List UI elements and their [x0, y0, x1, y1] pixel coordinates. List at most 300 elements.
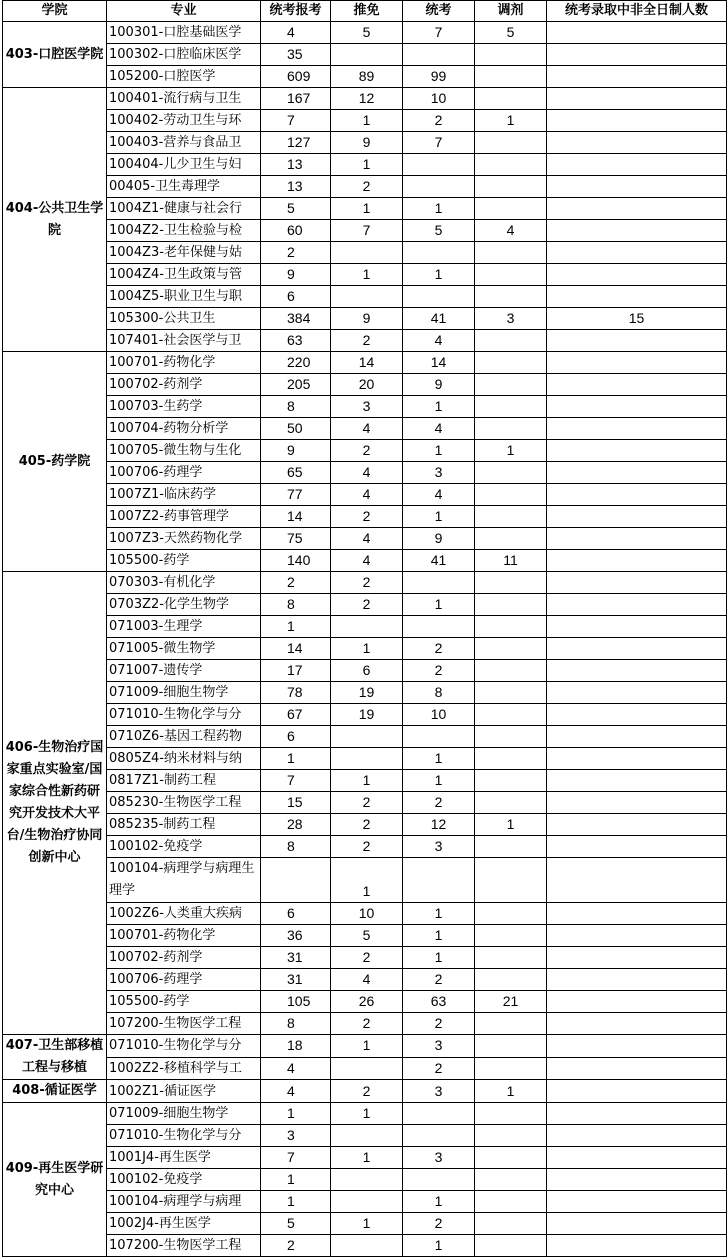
admit-cell: 2: [403, 660, 475, 682]
recommend-cell: 2: [331, 814, 403, 836]
apply-cell: 13: [261, 154, 331, 176]
major-cell: 100401-流行病与卫生: [107, 88, 261, 110]
recommend-cell: [331, 44, 403, 66]
header-admit: 统考: [403, 1, 475, 22]
admit-cell: 4: [403, 484, 475, 506]
major-cell: 100403-营养与食品卫: [107, 132, 261, 154]
apply-cell: 17: [261, 660, 331, 682]
parttime-cell: [547, 352, 727, 374]
major-cell: 105500-药学: [107, 991, 261, 1013]
table-row: [3, 660, 727, 682]
adjust-cell: [475, 1191, 547, 1213]
apply-cell: 8: [261, 396, 331, 418]
major-cell: 1001J4-再生医学: [107, 1147, 261, 1169]
admit-cell: 1: [403, 440, 475, 462]
parttime-cell: [547, 594, 727, 616]
table-row: [3, 682, 727, 704]
parttime-cell: [547, 1013, 727, 1035]
admit-cell: 1: [403, 748, 475, 770]
college-name: 408-循证医学: [3, 1080, 107, 1103]
table-row: [3, 903, 727, 925]
admit-cell: [403, 1103, 475, 1125]
major-cell: 071005-微生物学: [107, 638, 261, 660]
parttime-cell: [547, 969, 727, 991]
recommend-cell: 2: [331, 594, 403, 616]
table-row: [3, 991, 727, 1013]
adjust-cell: [475, 1013, 547, 1035]
admit-cell: 1: [403, 396, 475, 418]
admit-cell: [403, 176, 475, 198]
admit-cell: [403, 1169, 475, 1191]
recommend-cell: 2: [331, 176, 403, 198]
adjust-cell: [475, 374, 547, 396]
major-cell: 100404-儿少卫生与妇: [107, 154, 261, 176]
admit-cell: 3: [403, 1035, 475, 1058]
table-row: [3, 132, 727, 154]
adjust-cell: [475, 903, 547, 925]
admit-cell: 5: [403, 220, 475, 242]
admit-cell: [403, 572, 475, 594]
college-name: 403-口腔医学院: [3, 22, 107, 88]
apply-cell: 2: [261, 1235, 331, 1257]
table-row: [3, 198, 727, 220]
apply-cell: 5: [261, 198, 331, 220]
parttime-cell: [547, 550, 727, 572]
major-cell: 100701-药物化学: [107, 925, 261, 947]
table-row: [3, 88, 727, 110]
table-row: [3, 748, 727, 770]
major-cell: 107200-生物医学工程: [107, 1235, 261, 1257]
recommend-cell: 12: [331, 88, 403, 110]
recommend-cell: 4: [331, 462, 403, 484]
adjust-cell: [475, 770, 547, 792]
parttime-cell: [547, 22, 727, 44]
major-cell: 1004Z3-老年保健与姑: [107, 242, 261, 264]
table-row: [3, 242, 727, 264]
parttime-cell: [547, 1191, 727, 1213]
table-row: [3, 66, 727, 88]
recommend-cell: 89: [331, 66, 403, 88]
major-cell: 100102-免疫学: [107, 1169, 261, 1191]
table-row: [3, 286, 727, 308]
major-cell: 1002J4-再生医学: [107, 1213, 261, 1235]
adjust-cell: [475, 616, 547, 638]
major-cell: 071010-生物化学与分: [107, 1035, 261, 1058]
admit-cell: 1: [403, 506, 475, 528]
recommend-cell: 2: [331, 792, 403, 814]
major-cell: 071009-细胞生物学: [107, 1103, 261, 1125]
admit-cell: [403, 616, 475, 638]
adjust-cell: [475, 1213, 547, 1235]
apply-cell: 2: [261, 572, 331, 594]
major-cell: 0703Z2-化学生物学: [107, 594, 261, 616]
table-body: [3, 22, 727, 1257]
table-row: [3, 814, 727, 836]
apply-cell: [261, 858, 331, 903]
major-cell: 1002Z1-循证医学: [107, 1080, 261, 1103]
major-cell: 100104-病理学与病理: [107, 1191, 261, 1213]
table-row: [3, 1213, 727, 1235]
apply-cell: 1: [261, 1191, 331, 1213]
apply-cell: 1: [261, 748, 331, 770]
table-row: [3, 22, 727, 44]
adjust-cell: 3: [475, 308, 547, 330]
table-row: [3, 352, 727, 374]
parttime-cell: [547, 44, 727, 66]
parttime-cell: [547, 748, 727, 770]
apply-cell: 36: [261, 925, 331, 947]
table-row: [3, 726, 727, 748]
table-row: [3, 1013, 727, 1035]
apply-cell: 2: [261, 242, 331, 264]
table-row: [3, 925, 727, 947]
recommend-cell: [331, 1057, 403, 1080]
apply-cell: 1: [261, 616, 331, 638]
header-recommend: 推免: [331, 1, 403, 22]
major-cell: 1002Z2-移植科学与工: [107, 1057, 261, 1080]
adjust-cell: [475, 836, 547, 858]
admit-cell: 1: [403, 264, 475, 286]
parttime-cell: [547, 704, 727, 726]
major-cell: 071009-细胞生物学: [107, 682, 261, 704]
table-row: [3, 616, 727, 638]
table-row: [3, 969, 727, 991]
apply-cell: 205: [261, 374, 331, 396]
apply-cell: 7: [261, 110, 331, 132]
adjust-cell: [475, 154, 547, 176]
adjust-cell: [475, 528, 547, 550]
major-cell: 1004Z5-职业卫生与职: [107, 286, 261, 308]
adjust-cell: [475, 1057, 547, 1080]
parttime-cell: [547, 1035, 727, 1058]
recommend-cell: 19: [331, 682, 403, 704]
major-cell: 071010-生物化学与分: [107, 704, 261, 726]
adjust-cell: [475, 1125, 547, 1147]
apply-cell: 5: [261, 1213, 331, 1235]
recommend-cell: 1: [331, 154, 403, 176]
admit-cell: 2: [403, 638, 475, 660]
table-row: [3, 1080, 727, 1103]
recommend-cell: 3: [331, 396, 403, 418]
apply-cell: 4: [261, 1057, 331, 1080]
parttime-cell: [547, 616, 727, 638]
apply-cell: 3: [261, 1125, 331, 1147]
apply-cell: 9: [261, 264, 331, 286]
apply-cell: 18: [261, 1035, 331, 1058]
admit-cell: 1: [403, 925, 475, 947]
admit-cell: 8: [403, 682, 475, 704]
parttime-cell: [547, 792, 727, 814]
parttime-cell: [547, 220, 727, 242]
table-row: [3, 1235, 727, 1257]
adjust-cell: 1: [475, 1080, 547, 1103]
apply-cell: 127: [261, 132, 331, 154]
apply-cell: 31: [261, 969, 331, 991]
parttime-cell: [547, 440, 727, 462]
table-row: [3, 638, 727, 660]
admit-cell: 2: [403, 1057, 475, 1080]
table-row: [3, 836, 727, 858]
apply-cell: 8: [261, 1013, 331, 1035]
apply-cell: 609: [261, 66, 331, 88]
recommend-cell: 4: [331, 418, 403, 440]
admit-cell: 2: [403, 969, 475, 991]
parttime-cell: [547, 947, 727, 969]
recommend-cell: [331, 1169, 403, 1191]
parttime-cell: [547, 836, 727, 858]
parttime-cell: [547, 286, 727, 308]
table-row: [3, 1057, 727, 1080]
major-cell: 071010-生物化学与分: [107, 1125, 261, 1147]
admit-cell: [403, 44, 475, 66]
parttime-cell: [547, 506, 727, 528]
adjust-cell: [475, 638, 547, 660]
admit-cell: 2: [403, 1013, 475, 1035]
apply-cell: 14: [261, 506, 331, 528]
major-cell: 100705-微生物与生化: [107, 440, 261, 462]
adjust-cell: [475, 88, 547, 110]
table-row: [3, 396, 727, 418]
adjust-cell: [475, 44, 547, 66]
major-cell: 071003-生理学: [107, 616, 261, 638]
admit-cell: 41: [403, 308, 475, 330]
major-cell: 100104-病理学与病理生理学: [107, 858, 261, 903]
adjust-cell: [475, 1103, 547, 1125]
apply-cell: 13: [261, 176, 331, 198]
adjust-cell: [475, 1235, 547, 1257]
table-row: [3, 462, 727, 484]
table-row: [3, 704, 727, 726]
adjust-cell: [475, 947, 547, 969]
parttime-cell: [547, 1057, 727, 1080]
admit-cell: 1: [403, 594, 475, 616]
college-name: 409-再生医学研究中心: [3, 1103, 107, 1257]
recommend-cell: 2: [331, 947, 403, 969]
recommend-cell: 9: [331, 132, 403, 154]
recommend-cell: [331, 1125, 403, 1147]
table-row: [3, 770, 727, 792]
major-cell: 0710Z6-基因工程药物: [107, 726, 261, 748]
table-row: [3, 374, 727, 396]
admit-cell: 99: [403, 66, 475, 88]
adjust-cell: [475, 132, 547, 154]
recommend-cell: 9: [331, 308, 403, 330]
parttime-cell: [547, 903, 727, 925]
apply-cell: 4: [261, 1080, 331, 1103]
recommend-cell: 1: [331, 858, 403, 903]
table-row: [3, 1035, 727, 1058]
parttime-cell: 15: [547, 308, 727, 330]
parttime-cell: [547, 132, 727, 154]
recommend-cell: 2: [331, 440, 403, 462]
recommend-cell: 2: [331, 330, 403, 352]
parttime-cell: [547, 726, 727, 748]
recommend-cell: 26: [331, 991, 403, 1013]
admit-cell: 1: [403, 770, 475, 792]
major-cell: 1007Z3-天然药物化学: [107, 528, 261, 550]
table-row: [3, 44, 727, 66]
admit-cell: [403, 858, 475, 903]
parttime-cell: [547, 176, 727, 198]
adjust-cell: 1: [475, 814, 547, 836]
major-cell: 100706-药理学: [107, 969, 261, 991]
header-college: 学院: [3, 1, 107, 22]
adjust-cell: [475, 264, 547, 286]
apply-cell: 75: [261, 528, 331, 550]
adjust-cell: [475, 330, 547, 352]
major-cell: 100402-劳动卫生与环: [107, 110, 261, 132]
apply-cell: 6: [261, 286, 331, 308]
major-cell: 100703-生药学: [107, 396, 261, 418]
major-cell: 105300-公共卫生: [107, 308, 261, 330]
apply-cell: 167: [261, 88, 331, 110]
major-cell: 100701-药物化学: [107, 352, 261, 374]
adjust-cell: [475, 242, 547, 264]
major-cell: 1004Z1-健康与社会行: [107, 198, 261, 220]
apply-cell: 67: [261, 704, 331, 726]
apply-cell: 35: [261, 44, 331, 66]
admit-cell: 4: [403, 330, 475, 352]
parttime-cell: [547, 418, 727, 440]
table-row: [3, 858, 727, 903]
parttime-cell: [547, 374, 727, 396]
major-cell: 100301-口腔基础医学: [107, 22, 261, 44]
parttime-cell: [547, 814, 727, 836]
adjust-cell: [475, 286, 547, 308]
parttime-cell: [547, 925, 727, 947]
major-cell: 100702-药剂学: [107, 374, 261, 396]
recommend-cell: 1: [331, 770, 403, 792]
admit-cell: [403, 154, 475, 176]
table-row: [3, 154, 727, 176]
recommend-cell: 4: [331, 969, 403, 991]
recommend-cell: 1: [331, 264, 403, 286]
major-cell: 107200-生物医学工程: [107, 1013, 261, 1035]
admit-cell: 2: [403, 792, 475, 814]
major-cell: 1007Z2-药事管理学: [107, 506, 261, 528]
apply-cell: 77: [261, 484, 331, 506]
table-row: [3, 947, 727, 969]
table-row: [3, 1147, 727, 1169]
parttime-cell: [547, 462, 727, 484]
adjust-cell: [475, 660, 547, 682]
major-cell: 100704-药物分析学: [107, 418, 261, 440]
admit-cell: 41: [403, 550, 475, 572]
recommend-cell: 2: [331, 572, 403, 594]
parttime-cell: [547, 110, 727, 132]
recommend-cell: 7: [331, 220, 403, 242]
admit-cell: [403, 1125, 475, 1147]
parttime-cell: [547, 682, 727, 704]
admit-cell: 12: [403, 814, 475, 836]
header-parttime: 统考录取中非全日制人数: [547, 1, 727, 22]
adjust-cell: 1: [475, 440, 547, 462]
adjust-cell: [475, 198, 547, 220]
admit-cell: [403, 726, 475, 748]
apply-cell: 78: [261, 682, 331, 704]
parttime-cell: [547, 66, 727, 88]
admit-cell: 9: [403, 374, 475, 396]
recommend-cell: 5: [331, 925, 403, 947]
recommend-cell: [331, 748, 403, 770]
major-cell: 00405-卫生毒理学: [107, 176, 261, 198]
adjust-cell: [475, 352, 547, 374]
recommend-cell: [331, 616, 403, 638]
apply-cell: 6: [261, 903, 331, 925]
major-cell: 0817Z1-制药工程: [107, 770, 261, 792]
table-row: [3, 1103, 727, 1125]
admit-cell: 4: [403, 418, 475, 440]
adjust-cell: 21: [475, 991, 547, 1013]
parttime-cell: [547, 638, 727, 660]
major-cell: 105200-口腔医学: [107, 66, 261, 88]
apply-cell: 8: [261, 836, 331, 858]
apply-cell: 65: [261, 462, 331, 484]
recommend-cell: 4: [331, 528, 403, 550]
parttime-cell: [547, 858, 727, 903]
major-cell: 085235-制药工程: [107, 814, 261, 836]
recommend-cell: 1: [331, 1147, 403, 1169]
admit-cell: 7: [403, 22, 475, 44]
table-row: [3, 220, 727, 242]
adjust-cell: 4: [475, 220, 547, 242]
major-cell: 1007Z1-临床药学: [107, 484, 261, 506]
adjust-cell: [475, 969, 547, 991]
apply-cell: 14: [261, 638, 331, 660]
recommend-cell: 4: [331, 550, 403, 572]
recommend-cell: 1: [331, 198, 403, 220]
major-cell: 1002Z6-人类重大疾病: [107, 903, 261, 925]
table-row: [3, 308, 727, 330]
apply-cell: 1: [261, 1103, 331, 1125]
major-cell: 100302-口腔临床医学: [107, 44, 261, 66]
parttime-cell: [547, 396, 727, 418]
recommend-cell: 2: [331, 506, 403, 528]
parttime-cell: [547, 660, 727, 682]
apply-cell: 50: [261, 418, 331, 440]
admit-cell: [403, 242, 475, 264]
admit-cell: 63: [403, 991, 475, 1013]
major-cell: 100102-免疫学: [107, 836, 261, 858]
adjust-cell: [475, 682, 547, 704]
recommend-cell: 10: [331, 903, 403, 925]
parttime-cell: [547, 484, 727, 506]
adjust-cell: [475, 792, 547, 814]
parttime-cell: [547, 1103, 727, 1125]
header-major: 专业: [107, 1, 261, 22]
parttime-cell: [547, 330, 727, 352]
recommend-cell: 5: [331, 22, 403, 44]
adjust-cell: [475, 1147, 547, 1169]
table-row: [3, 528, 727, 550]
admit-cell: 1: [403, 1191, 475, 1213]
major-cell: 105500-药学: [107, 550, 261, 572]
header-apply: 统考报考: [261, 1, 331, 22]
apply-cell: 105: [261, 991, 331, 1013]
parttime-cell: [547, 528, 727, 550]
college-name: 405-药学院: [3, 352, 107, 572]
parttime-cell: [547, 154, 727, 176]
recommend-cell: 1: [331, 1103, 403, 1125]
parttime-cell: [547, 770, 727, 792]
apply-cell: 8: [261, 594, 331, 616]
parttime-cell: [547, 1169, 727, 1191]
apply-cell: 140: [261, 550, 331, 572]
admit-cell: 2: [403, 110, 475, 132]
parttime-cell: [547, 264, 727, 286]
adjust-cell: [475, 176, 547, 198]
apply-cell: 6: [261, 726, 331, 748]
